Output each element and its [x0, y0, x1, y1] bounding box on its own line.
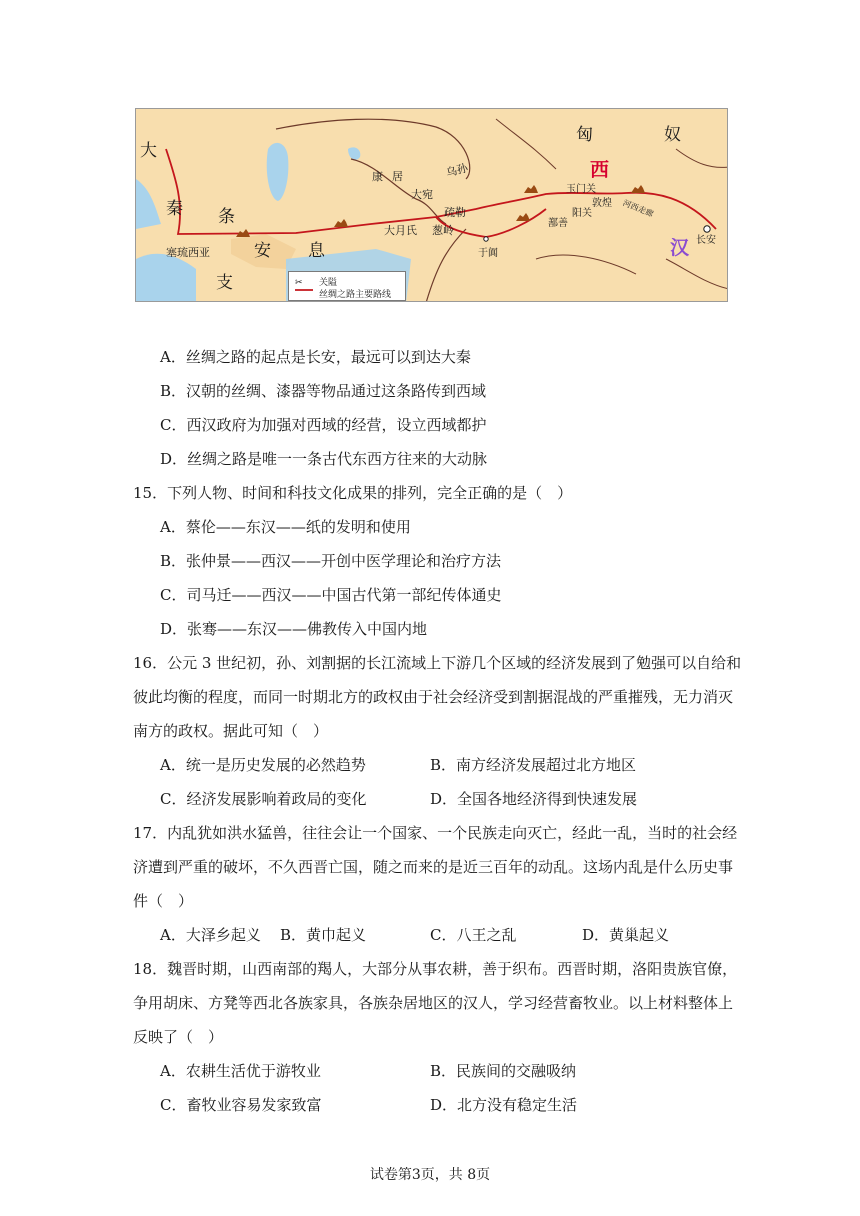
map-label-kang: 康: [372, 170, 383, 183]
map-label-congling: 葱岭: [432, 224, 454, 237]
q14-option-d: D．丝绸之路是唯一一条古代东西方往来的大动脉: [160, 450, 488, 468]
q14-option-b: B．汉朝的丝绸、漆器等物品通过这条路传到西域: [160, 382, 487, 400]
q18-option-c: C．畜牧业容易发家致富: [160, 1096, 322, 1114]
red-sea-area: [136, 254, 196, 302]
map-label-dawan: 大宛: [411, 188, 433, 201]
q14-option-a: A．丝绸之路的起点是长安，最远可以到达大秦: [160, 348, 471, 366]
q17-option-b: B．黄巾起义: [280, 926, 367, 944]
map-label-zhi: 支: [216, 273, 233, 293]
map-label-han: 汉: [670, 237, 690, 259]
river-3: [426, 229, 466, 302]
q18-option-d: D．北方没有稳定生活: [430, 1096, 578, 1114]
map-label-yumenguan: 玉门关: [566, 184, 596, 195]
legend-row-route: [295, 287, 391, 300]
q15-stem: 15．下列人物、时间和科技文化成果的排列，完全正确的是（ ）: [133, 484, 573, 502]
map-label-dayuezhi: 大月氏: [384, 224, 417, 237]
map-label-dunhuang: 敦煌: [592, 198, 612, 209]
q16-option-c: C．经济发展影响着政局的变化: [160, 790, 367, 808]
q16-option-a: A．统一是历史发展的必然趋势: [160, 756, 366, 774]
q17-stem-line-2: 济遭到严重的破坏，不久西晋亡国，随之而来的是近三百年的动乱。这场内乱是什么历史事: [133, 858, 734, 876]
page-footer: 试卷第3页，共 8页: [369, 1167, 491, 1183]
aral-sea: [348, 147, 360, 159]
q17-stem-line-1: 17．内乱犹如洪水猛兽，往往会让一个国家、一个民族走向灭亡，经此一乱，当时的社会经: [133, 824, 738, 842]
q18-stem-line-2: 争用胡床、方凳等西北各族家具，各族杂居地区的汉人，学习经营畜牧业。以上材料整体上: [133, 994, 734, 1012]
map-label-da: 大: [140, 141, 157, 161]
silk-road-map: [135, 108, 728, 302]
map-label-wusun: 乌孙: [444, 161, 470, 180]
q18-option-b: B．民族间的交融吸纳: [430, 1062, 577, 1080]
q14-option-c: C．西汉政府为加强对西域的经营，设立西域都护: [160, 416, 487, 434]
caspian-sea: [267, 143, 289, 201]
river-7: [536, 255, 636, 274]
q17-option-a: A．大泽乡起义: [160, 926, 261, 944]
q15-option-a: A．蔡伦——东汉——纸的发明和使用: [160, 518, 411, 536]
legend-route-label: 丝绸之路主要路线: [319, 290, 392, 300]
map-label-xi: 息: [308, 241, 325, 261]
map-label-xiongnu-xiong: 匈: [576, 125, 593, 145]
river-5: [676, 149, 728, 167]
mediterranean-sea: [136, 179, 161, 229]
map-label-tiao: 条: [218, 207, 235, 227]
yutian-dot: [484, 237, 488, 241]
map-label-xiongnu-nu: 奴: [664, 125, 681, 145]
map-label-xiyu: 西: [590, 159, 610, 181]
q16-option-d: D．全国各地经济得到快速发展: [430, 790, 638, 808]
q15-option-d: D．张骞——东汉——佛教传入中国内地: [160, 620, 428, 638]
q16-stem-line-2: 彼此均衡的程度，而同一时期北方的政权由于社会经济受到割据混战的严重摧残，无力消灭: [133, 688, 734, 706]
map-label-yangguan: 阳关: [572, 208, 592, 219]
q17-option-c: C．八王之乱: [430, 926, 517, 944]
q18-stem-line-1: 18．魏晋时期，山西南部的羯人，大部分从事农耕，善于织布。西晋时期，洛阳贵族官僚，: [133, 960, 738, 978]
pass-icon: ✂: [295, 278, 303, 288]
legend-pass-label: 关隘: [319, 278, 338, 288]
river-6: [666, 259, 728, 289]
q16-option-b: B．南方经济发展超过北方地区: [430, 756, 637, 774]
map-label-hexi: 河西走廊: [621, 198, 655, 219]
q15-option-b: B．张仲景——西汉——开创中医学理论和治疗方法: [160, 552, 502, 570]
map-label-yutian: 于阗: [478, 248, 498, 259]
map-label-an: 安: [254, 241, 271, 261]
map-label-shule: 疏勒: [444, 206, 466, 219]
q18-option-a: A．农耕生活优于游牧业: [160, 1062, 321, 1080]
q16-stem-line-1: 16．公元 3 世纪初，孙、刘割据的长江流域上下游几个区域的经济发展到了勉强可以自给和: [133, 654, 742, 672]
changan-dot: [704, 226, 710, 232]
q17-option-d: D．黄巢起义: [582, 926, 670, 944]
map-label-qin: 秦: [166, 199, 183, 219]
q17-stem-line-3: 件（ ）: [133, 892, 194, 910]
map-label-shanshan: 鄯善: [548, 218, 568, 229]
map-legend: [288, 271, 406, 301]
q18-stem-line-3: 反映了（ ）: [133, 1028, 224, 1046]
map-label-changan: 长安: [696, 235, 716, 246]
q16-stem-line-3: 南方的政权。据此可知（ ）: [133, 722, 329, 740]
q15-option-c: C．司马迁——西汉——中国古代第一部纪传体通史: [160, 586, 502, 604]
river-4: [496, 119, 556, 169]
map-label-ju: 居: [392, 170, 403, 183]
map-label-saileucia: 塞琉西亚: [166, 246, 210, 259]
